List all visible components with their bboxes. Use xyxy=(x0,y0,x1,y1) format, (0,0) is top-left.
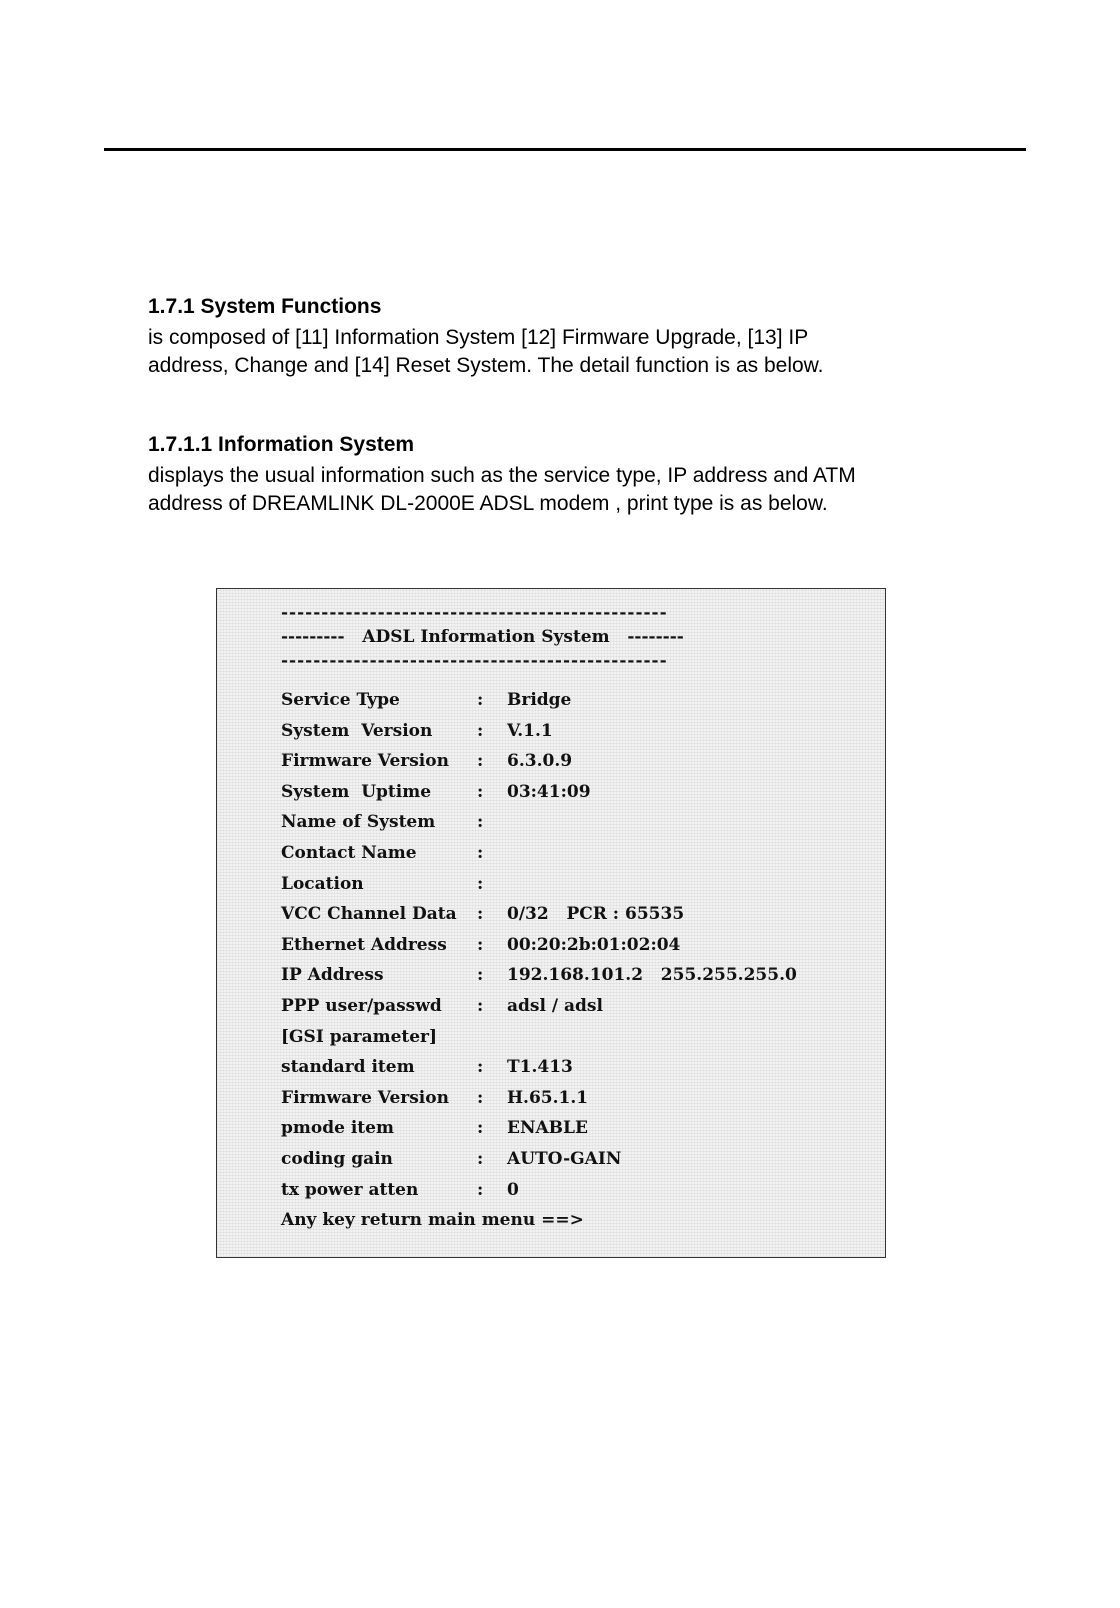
info-row xyxy=(281,838,797,869)
info-colon: : xyxy=(477,842,484,863)
info-label: standard item xyxy=(281,1057,415,1078)
terminal-title-line xyxy=(281,625,797,649)
info-value xyxy=(507,838,797,869)
info-value: T1.413 xyxy=(507,1057,573,1078)
paragraph-line: is composed of [11] Information System [12] Firmware Upgrade, [13] IP xyxy=(148,326,809,349)
info-row xyxy=(281,991,797,1022)
info-label: [GSI parameter] xyxy=(281,1026,438,1047)
section-heading: 1.7.1 System Functions xyxy=(148,295,382,318)
info-value xyxy=(507,807,797,838)
info-row xyxy=(281,930,797,961)
info-colon: : xyxy=(477,1148,484,1169)
info-value: 03:41:09 xyxy=(507,781,591,802)
info-value: V.1.1 xyxy=(507,720,553,741)
info-value: 192.168.101.2 255.255.255.0 xyxy=(507,965,797,986)
info-label: IP Address xyxy=(281,965,384,986)
info-label: Contact Name xyxy=(281,842,417,863)
info-label: Firmware Version xyxy=(281,1087,449,1108)
info-colon: : xyxy=(477,873,484,894)
info-label: Firmware Version xyxy=(281,751,449,772)
info-colon: : xyxy=(477,995,484,1016)
info-value xyxy=(507,869,797,900)
info-row xyxy=(281,1022,797,1053)
terminal-screenshot xyxy=(216,588,886,1258)
info-label: System Uptime xyxy=(281,781,432,802)
paragraph-line: address of DREAMLINK DL-2000E ADSL modem , print type is as below. xyxy=(148,492,828,515)
info-row xyxy=(281,869,797,900)
dash-separator: ------------------------------------------------ xyxy=(281,651,668,671)
info-label: Name of System xyxy=(281,812,436,833)
info-value: H.65.1.1 xyxy=(507,1087,589,1108)
info-colon: : xyxy=(477,1087,484,1108)
info-label: System Version xyxy=(281,720,433,741)
info-value: ENABLE xyxy=(507,1118,588,1139)
info-value xyxy=(507,1022,797,1053)
paragraph-line: displays the usual information such as the service type, IP address and ATM xyxy=(148,464,856,487)
info-row xyxy=(281,685,797,716)
info-colon: : xyxy=(477,781,484,802)
info-row xyxy=(281,746,797,777)
info-row xyxy=(281,716,797,747)
info-row xyxy=(281,777,797,808)
title-dashes-left: --------- xyxy=(281,627,345,647)
paragraph-line: address, Change and [14] Reset System. The detail function is as below. xyxy=(148,354,824,377)
info-label: Service Type xyxy=(281,690,400,710)
info-value: 0/32 PCR : 65535 xyxy=(507,904,685,925)
dash-separator: ------------------------------------------------ xyxy=(281,603,668,623)
info-label: coding gain xyxy=(281,1148,393,1169)
info-colon: : xyxy=(477,751,484,772)
info-value: 6.3.0.9 xyxy=(507,751,573,772)
info-colon: : xyxy=(477,1179,484,1200)
return-menu-prompt: Any key return main menu ==> xyxy=(281,1210,584,1231)
info-row xyxy=(281,1144,797,1175)
info-value: 0 xyxy=(507,1179,519,1200)
info-colon: : xyxy=(477,720,484,741)
info-label: pmode item xyxy=(281,1118,394,1139)
info-value: adsl / adsl xyxy=(507,995,603,1016)
info-rows xyxy=(281,685,797,1205)
info-colon: : xyxy=(477,812,484,833)
title-dashes-right: -------- xyxy=(627,627,684,647)
terminal-text xyxy=(281,603,797,1236)
info-label: VCC Channel Data xyxy=(281,904,457,925)
info-colon: : xyxy=(477,690,484,710)
info-colon: : xyxy=(477,1057,484,1078)
info-row xyxy=(281,1052,797,1083)
info-label: PPP user/passwd xyxy=(281,995,442,1016)
section-information-system xyxy=(148,432,968,518)
info-value: 00:20:2b:01:02:04 xyxy=(507,934,681,955)
info-value: AUTO-GAIN xyxy=(507,1148,622,1169)
info-label: Location xyxy=(281,873,364,894)
info-row xyxy=(281,807,797,838)
info-label: Ethernet Address xyxy=(281,934,447,955)
info-row xyxy=(281,960,797,991)
section-heading: 1.7.1.1 Information System xyxy=(148,433,415,456)
section-system-functions xyxy=(148,294,968,380)
info-colon: : xyxy=(477,904,484,925)
info-colon: : xyxy=(477,934,484,955)
info-row xyxy=(281,899,797,930)
info-value: Bridge xyxy=(507,690,572,710)
header-rule xyxy=(104,148,1026,151)
info-label: tx power atten xyxy=(281,1179,419,1200)
info-row xyxy=(281,1083,797,1114)
terminal-title: ADSL Information System xyxy=(362,627,610,647)
info-colon: : xyxy=(477,965,484,986)
info-row xyxy=(281,1175,797,1206)
info-row xyxy=(281,1113,797,1144)
info-colon xyxy=(477,1022,507,1053)
info-colon: : xyxy=(477,1118,484,1139)
